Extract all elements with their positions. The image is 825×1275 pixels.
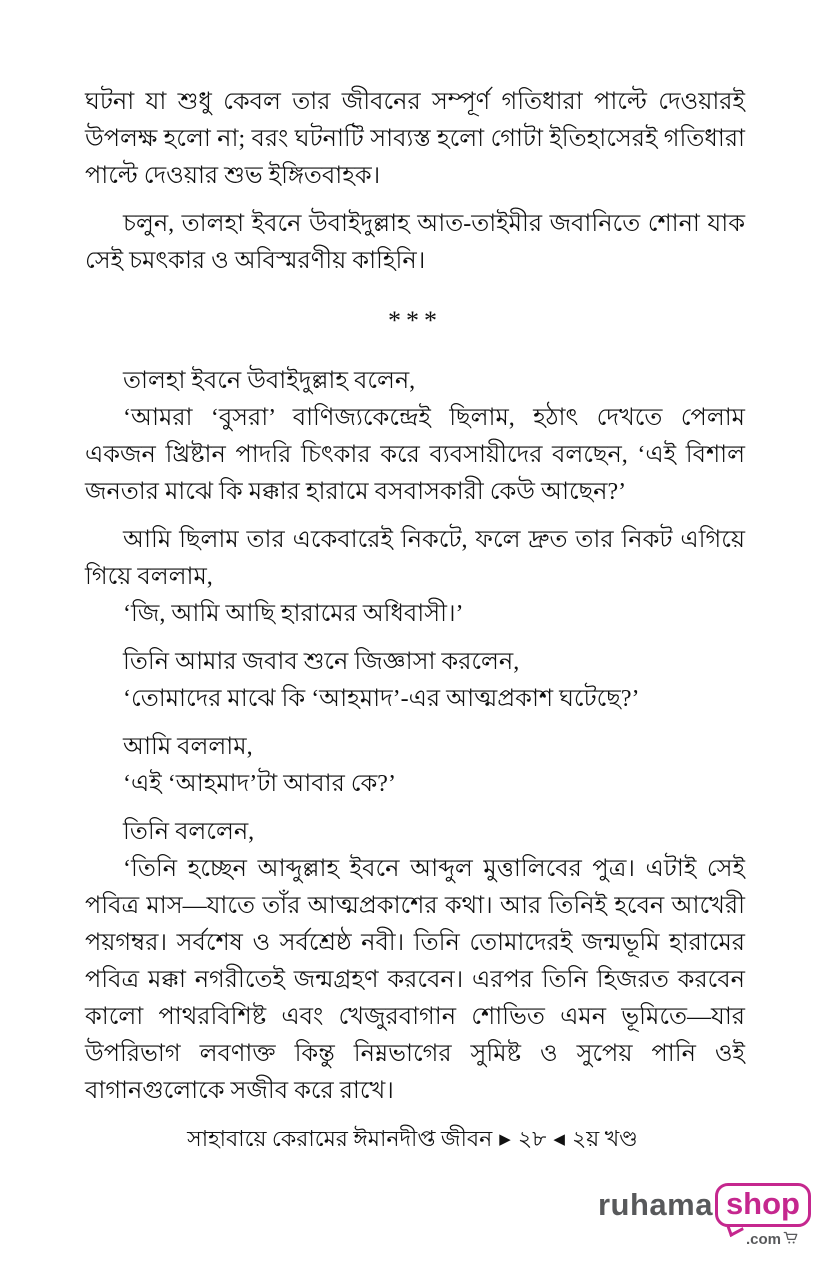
paragraph: আমি বললাম, bbox=[123, 734, 253, 760]
page-number: ২৮ bbox=[517, 1126, 547, 1151]
right-triangle-icon: ▶ bbox=[499, 1132, 511, 1148]
left-triangle-icon: ◀ bbox=[553, 1132, 565, 1148]
paragraph: আমি ছিলাম তার একেবারেই নিকটে, ফলে দ্রুত তার নিকট এগিয়ে গিয়ে বললাম, bbox=[85, 527, 745, 590]
logo-shop-label: shop bbox=[715, 1183, 811, 1227]
logo-shop-bubble bbox=[715, 1183, 811, 1250]
logo-domain-text: .com bbox=[745, 1231, 781, 1248]
logo-domain-row bbox=[746, 1230, 798, 1250]
paragraph: ‘জি, আমি আছি হারামের অধিবাসী।’ bbox=[123, 601, 464, 627]
shopping-cart-icon bbox=[783, 1230, 798, 1250]
book-title: সাহাবায়ে কেরামের ঈমানদীপ্ত জীবন bbox=[187, 1126, 493, 1151]
paragraph: ‘তোমাদের মাঝে কি ‘আহমাদ’-এর আত্মপ্রকাশ ঘটেছে?’ bbox=[123, 686, 640, 712]
paragraph: ঘটনা যা শুধু কেবল তার জীবনের সম্পূর্ণ গতিধারা পাল্টে দেওয়ারই উপলক্ষ হলো না; বরং ঘটনাটি সাব্যস্ত হলো গোটা ইতিহাসেরই গতিধারা পাল্টে দেওয়ার শুভ ইঙ্গিতবাহক। bbox=[85, 89, 745, 189]
page-footer bbox=[0, 1124, 825, 1155]
paragraph: ‘এই ‘আহমাদ’টা আবার কে?’ bbox=[123, 771, 396, 797]
paragraph: ‘তিনি হচ্ছেন আব্দুল্লাহ ইবনে আব্দুল মুত্তালিবের পুত্র। এটাই সেই পবিত্র মাস—যাতে তাঁর আত্মপ্রকাশের কথা। আর তিনিই হবেন আখেরী পয়গম্বর। সর্বশেষ ও সর্বশ্রেষ্ঠ নবী। তিনি তোমাদেরই জন্মভূমি হারামের পবিত্র মক্কা নগরীতেই জন্মগ্রহণ করবেন। এরপর তিনি হিজরত করবেন কালো পাথরবিশিষ্ট এবং খেজুরবাগান শোভিত এমন ভূমিতে—যার উপরিভাগ লবণাক্ত কিন্তু নিম্নভাগের সুমিষ্ট ও সুপেয় পানি ওই বাগানগুলোকে সজীব করে রাখে। bbox=[85, 856, 745, 1104]
volume-label: ২য় খণ্ড bbox=[571, 1126, 638, 1151]
section-separator: *** bbox=[388, 306, 442, 335]
paragraph: ‘আমরা ‘বুসরা’ বাণিজ্যকেন্দ্রেই ছিলাম, হঠাৎ দেখতে পেলাম একজন খ্রিষ্টান পাদরি চিৎকার করে ব্যবসায়ীদের বলছেন, ‘এই বিশাল জনতার মাঝে কি মক্কার হারামে বসবাসকারী কেউ আছেন?’ bbox=[85, 405, 745, 505]
paragraph: তিনি আমার জবাব শুনে জিজ্ঞাসা করলেন, bbox=[123, 649, 520, 675]
paragraph: তিনি বললেন, bbox=[123, 819, 255, 845]
paragraph: চলুন, তালহা ইবনে উবাইদুল্লাহ আত-তাইমীর জবানিতে শোনা যাক সেই চমৎকার ও অবিস্মরণীয় কাহিনি। bbox=[85, 211, 745, 274]
logo-brand-text: ruhama bbox=[597, 1187, 713, 1222]
paragraph: তালহা ইবনে উবাইদুল্লাহ বলেন, bbox=[123, 368, 416, 394]
body-text bbox=[85, 84, 745, 1110]
ruhamashop-logo bbox=[598, 1183, 811, 1250]
